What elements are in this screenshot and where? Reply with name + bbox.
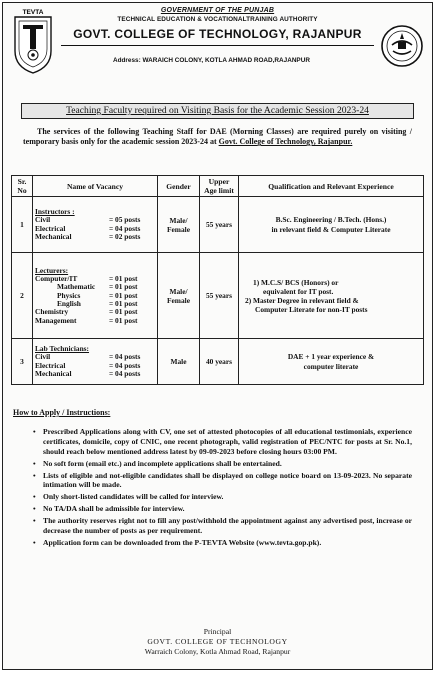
vacancy-heading: Lab Technicians: [35, 344, 90, 354]
instruction-item [33, 516, 412, 536]
tevta-logo-text: TEVTA [22, 9, 44, 16]
qualification-cell [239, 253, 424, 339]
post-name: Electrical [35, 360, 66, 370]
post-name: Mechanical [35, 232, 72, 242]
government-title: GOVERNMENT OF THE PUNJAB [160, 7, 275, 14]
post-count: = 01 post [109, 282, 138, 292]
vacancy-cell [33, 197, 158, 253]
qualification-line: computer literate [303, 361, 359, 371]
post-name: Management [35, 315, 77, 325]
table-row [12, 339, 424, 385]
vacancy-heading: Lecturers: [35, 265, 69, 275]
signature-block [3, 627, 432, 657]
principal-title: Principal [203, 627, 232, 636]
authority-title: TECHNICAL EDUCATION & VOCATIONALTRAINING AUTHORITY [117, 16, 318, 23]
row-sr: 1 [12, 197, 33, 253]
age-cell: 55 years [200, 197, 239, 253]
gender-cell: Male/ Female [158, 253, 200, 339]
post-name: Civil [35, 352, 51, 362]
table-row [12, 253, 424, 339]
advertisement-banner: Teaching Faculty required on Visiting Basis for the Academic Session 2023-24 [21, 103, 414, 119]
header-gender: Gender [158, 176, 200, 197]
punjab-emblem-logo [380, 23, 424, 69]
post-name: Electrical [35, 223, 66, 233]
bullet-icon: • [33, 427, 36, 436]
letterhead [3, 3, 432, 83]
tevta-logo [11, 7, 55, 77]
post-line [35, 275, 155, 283]
gender-cell: Male [158, 339, 200, 385]
instruction-text: No soft form (email etc.) and incomplete applications shall be entertained. [43, 458, 282, 468]
how-to-apply-heading: How to Apply / Instructions: [13, 408, 111, 417]
instruction-item [33, 427, 412, 456]
post-count: = 01 post [109, 315, 138, 325]
footer-address: Warraich Colony, Kotla Ahmad Road, Rajanpur [144, 647, 291, 656]
qualification-line: in relevant field & Computer Literate [271, 224, 391, 234]
bullet-icon: • [33, 492, 36, 502]
row-sr: 3 [12, 339, 33, 385]
intro-text: The services of the following Teaching Staff for DAE (Morning Classes) are required purely on visiting / temporary basis only for the academic session 2023-24 at [23, 127, 412, 147]
gender-cell: Male/ Female [158, 197, 200, 253]
post-count: = 01 post [109, 299, 138, 308]
instruction-text: Only short-listed candidates will be called for interview. [43, 492, 224, 502]
bullet-icon: • [33, 538, 36, 548]
bullet-icon: • [33, 458, 36, 468]
instruction-item [33, 504, 412, 514]
age-cell: 55 years [200, 253, 239, 339]
post-name: English [57, 299, 81, 308]
instruction-item [33, 459, 412, 469]
table-row [12, 197, 424, 253]
vacancy-cell [33, 339, 158, 385]
header-vacancy: Name of Vacancy [33, 176, 158, 197]
vacancy-cell [33, 253, 158, 339]
row-sr: 2 [12, 253, 33, 339]
footer-college: GOVT. COLLEGE OF TECHNOLOGY [147, 637, 288, 646]
vacancy-table [11, 175, 424, 385]
bullet-icon: • [33, 504, 36, 514]
post-line [35, 317, 155, 325]
post-name: Physics [57, 290, 81, 300]
qualification-line: DAE + 1 year experience & [287, 351, 375, 361]
vacancy-heading: Instructors : [35, 207, 75, 217]
post-name: Chemistry [35, 307, 69, 317]
bullet-icon: • [33, 516, 36, 526]
age-cell: 40 years [200, 339, 239, 385]
qualification-line: 2) Master Degree in relevant field & [245, 295, 359, 305]
intro-college: Govt. College of Technology, Rajanpur. [218, 137, 353, 147]
instruction-item [33, 538, 412, 548]
post-count: = 04 posts [109, 360, 141, 370]
advertisement-page [2, 2, 433, 670]
post-line [35, 370, 155, 378]
instruction-text: No TA/DA shall be admissible for interview. [43, 504, 185, 514]
instruction-item [33, 492, 412, 502]
bullet-icon: • [33, 470, 36, 480]
instruction-text: The authority reserves right not to fill any post/withhold the appointment against any advertised post, increase or decrease the number of posts as per requirement. [43, 516, 412, 536]
post-name: Civil [35, 215, 51, 225]
post-line [35, 292, 155, 300]
qualification-cell [239, 339, 424, 385]
instruction-text: Application form can be downloaded from the P-TEVTA Website (www.tevta.gop.pk). [43, 538, 322, 548]
header-sr-no: Sr. No [12, 176, 33, 197]
post-count: = 01 post [109, 307, 138, 317]
post-line [35, 283, 155, 291]
qualification-cell [239, 197, 424, 253]
instruction-item [33, 471, 412, 491]
header-age-limit: Upper Age limit [200, 176, 239, 197]
post-count: = 02 posts [109, 232, 141, 242]
qualification-line: equivalent for IT post. [263, 286, 334, 296]
post-count: = 04 posts [109, 223, 141, 233]
college-title: GOVT. COLLEGE OF TECHNOLOGY, RAJANPUR [73, 27, 362, 41]
post-count: = 04 posts [109, 369, 141, 379]
post-line [35, 233, 155, 241]
post-count: = 05 posts [109, 215, 141, 225]
qualification-line: Computer Literate for non-IT posts [255, 304, 368, 314]
header-divider [61, 45, 374, 46]
post-count: = 04 posts [109, 352, 141, 362]
header-qualification: Qualification and Relevant Experience [239, 176, 424, 197]
instruction-text: Prescribed Applications along with CV, one set of attested photocopies of all educational testimonials, experience certificates, domicile, copy of CNIC, one recent photograph, valid registration of PEC/NTC for posts at Sr. No.1, should reach below mentioned address latest by 09-09-2023 before closing hours 03:00 PM. [43, 427, 412, 456]
instructions-list [33, 427, 412, 550]
instruction-text: Lists of eligible and not-eligible candidates shall be displayed on college notice board on 13-09-2023. No separate intimation will be made. [43, 470, 412, 490]
post-name: Mechanical [35, 369, 72, 379]
table-header-row [12, 176, 424, 197]
post-name: Mathematic [57, 282, 96, 292]
qualification-line: B.Sc. Engineering / B.Tech. (Hons.) [275, 214, 387, 224]
intro-paragraph [23, 127, 412, 147]
post-count: = 01 post [109, 273, 138, 283]
qualification-line: 1) M.C.S/ BCS (Honors) or [253, 277, 339, 287]
post-name: Computer/IT [35, 273, 78, 283]
post-count: = 01 post [109, 290, 138, 300]
college-address: Address: WARAICH COLONY, KOTLA AHMAD ROAD,RAJANPUR [113, 57, 310, 64]
